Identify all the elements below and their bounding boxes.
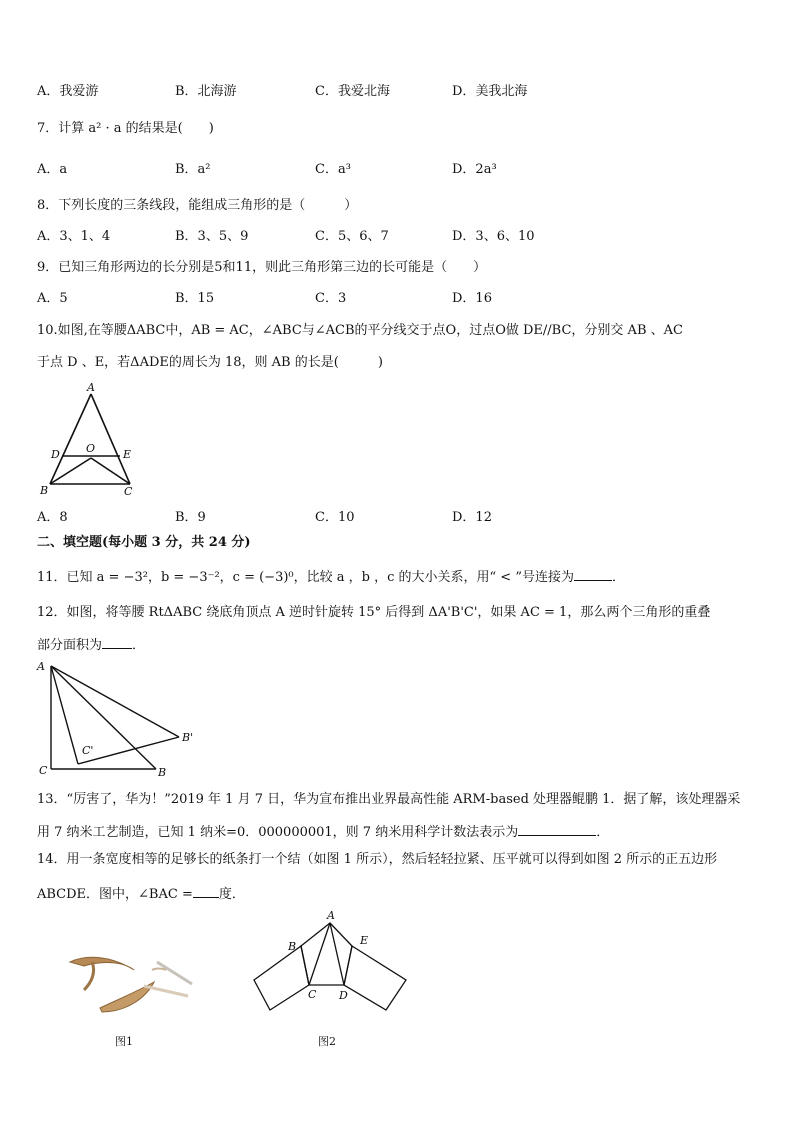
label-b: B <box>40 484 49 497</box>
label-a: A <box>327 909 335 922</box>
q13-stem-line1: 13．“厉害了，华为！”2019 年 1 月 7 日，华为宣布推出业界最高性能 ARM-based 处理器鲲鹏 1．据了解，该处理器采 <box>37 792 741 807</box>
q9-option-a: A．5 <box>37 291 68 306</box>
q9-stem: 9．已知三角形两边的长分别是5和11，则此三角形第三边的长可能是（ ） <box>37 260 487 275</box>
paper-strip-tail <box>144 986 188 996</box>
isosceles-triangle-diagram <box>36 380 146 500</box>
q10-stem-line1: 10.如图,在等腰ΔABC中，AB = AC，∠ABC与∠ACB的平分线交于点O，过点O做 DE//BC，分别交 AB 、AC <box>37 323 683 338</box>
paper-knot-photo <box>62 940 202 1050</box>
label-d: D <box>51 448 60 461</box>
paper-strip-fold <box>84 962 94 990</box>
q10-option-a: A．8 <box>37 510 68 525</box>
rotated-right-triangle-diagram <box>34 656 214 782</box>
q8-option-b: B．3、5、9 <box>175 229 249 244</box>
q10-figure <box>36 380 146 500</box>
q14-stem-line2: ABCDE．图中，∠BAC = <box>37 887 193 902</box>
q13-stem-line2: 用 7 纳米工艺制造，已知 1 纳米=0．000000001，则 7 纳米用科学计数法表示为 <box>37 825 519 840</box>
q10-option-d: D．12 <box>452 510 492 525</box>
label-b: B <box>288 940 297 953</box>
q9-option-d: D．16 <box>452 291 492 306</box>
q14-stem-line2-wrap <box>37 883 758 904</box>
q13-end: ． <box>596 825 610 840</box>
q13-answer-blank <box>518 821 596 836</box>
q13-stem-line2-wrap <box>37 821 758 842</box>
q12-stem-line1: 12．如图，将等腰 RtΔABC 绕底角顶点 A 逆时针旋转 15° 后得到 ΔA'B'C'，如果 AC = 1，那么两个三角形的重叠 <box>37 605 711 620</box>
q14-end: 度． <box>218 887 245 902</box>
label-c: C <box>124 485 133 498</box>
right-strip <box>344 946 406 1010</box>
label-e: E <box>123 448 132 461</box>
paper-strip-right <box>157 962 192 984</box>
q14-figure2 <box>246 906 416 1052</box>
q7-option-d: D．2a³ <box>452 162 497 177</box>
section-fill-in-title: 二、填空题(每小题 3 分，共 24 分) <box>37 535 251 550</box>
q6-option-a: A．我爱游 <box>37 84 99 99</box>
label-c: C <box>308 988 317 1001</box>
pentagon-knot-diagram <box>246 906 416 1052</box>
q6-option-d: D．美我北海 <box>452 84 528 99</box>
q14-figure1 <box>62 940 202 1050</box>
left-strip <box>254 946 309 1010</box>
q7-options <box>37 161 757 179</box>
label-b: B <box>158 766 167 779</box>
paper-strip-end <box>152 969 166 971</box>
q8-option-a: A．3、1、4 <box>37 229 111 244</box>
q9-option-b: B．15 <box>175 291 215 306</box>
segment-ad-edge <box>330 923 344 985</box>
side-ab-prime <box>51 666 179 737</box>
q12-stem-line2: 部分面积为 <box>37 638 103 653</box>
label-d: D <box>339 989 348 1002</box>
q14-answer-blank <box>193 883 219 898</box>
q7-option-c: C．a³ <box>315 162 351 177</box>
figure1-caption: 图1 <box>115 1035 133 1048</box>
q8-option-c: C．5、6、7 <box>315 229 389 244</box>
q9-options <box>37 290 757 308</box>
q7-option-b: B．a² <box>175 162 211 177</box>
q12-figure <box>34 656 214 782</box>
q10-stem-line2: 于点 D 、E，若ΔADE的周长为 18，则 AB 的长是( ) <box>37 355 383 370</box>
paper-strip-upper <box>70 957 134 970</box>
q10-option-b: B．9 <box>175 510 206 525</box>
q11-stem-line <box>37 566 758 587</box>
q12-stem-line2-wrap <box>37 634 758 655</box>
q8-options <box>37 228 757 246</box>
label-o: O <box>86 442 96 455</box>
label-c: C <box>39 764 48 777</box>
q8-stem: 8．下列长度的三条线段，能组成三角形的是（ ） <box>37 198 358 213</box>
q11-end: ． <box>611 570 625 585</box>
q6-options <box>37 83 757 101</box>
q11-stem: 11．已知 a = −3²，b = −3⁻²，c = (−3)⁰，比较 a ，b ，c 的大小关系，用“ < ”号连接为 <box>37 570 574 585</box>
side-ac-prime <box>51 666 78 764</box>
label-a: A <box>87 381 95 394</box>
label-e: E <box>360 934 369 947</box>
figure2-caption: 图2 <box>318 1035 336 1048</box>
q10-options <box>37 509 757 527</box>
q11-answer-blank <box>574 566 612 581</box>
segment-ac <box>309 923 330 985</box>
q12-answer-blank <box>102 634 132 649</box>
q10-option-c: C．10 <box>315 510 355 525</box>
q12-end: ． <box>132 638 146 653</box>
q9-option-c: C．3 <box>315 291 347 306</box>
q6-option-c: C．我爱北海 <box>315 84 390 99</box>
q6-option-b: B．北海游 <box>175 84 237 99</box>
side-ab <box>51 666 156 769</box>
q7-option-a: A．a <box>37 162 68 177</box>
label-a: A <box>37 660 45 673</box>
q8-option-d: D．3、6、10 <box>452 229 535 244</box>
label-c-prime: C' <box>82 744 94 757</box>
q7-stem: 7．计算 a² · a 的结果是( ) <box>37 121 214 136</box>
label-b-prime: B' <box>182 731 194 744</box>
q14-stem-line1: 14．用一条宽度相等的足够长的纸条打一个结（如图 1 所示），然后轻轻拉紧、压平就可以得到如图 2 所示的正五边形 <box>37 852 718 867</box>
